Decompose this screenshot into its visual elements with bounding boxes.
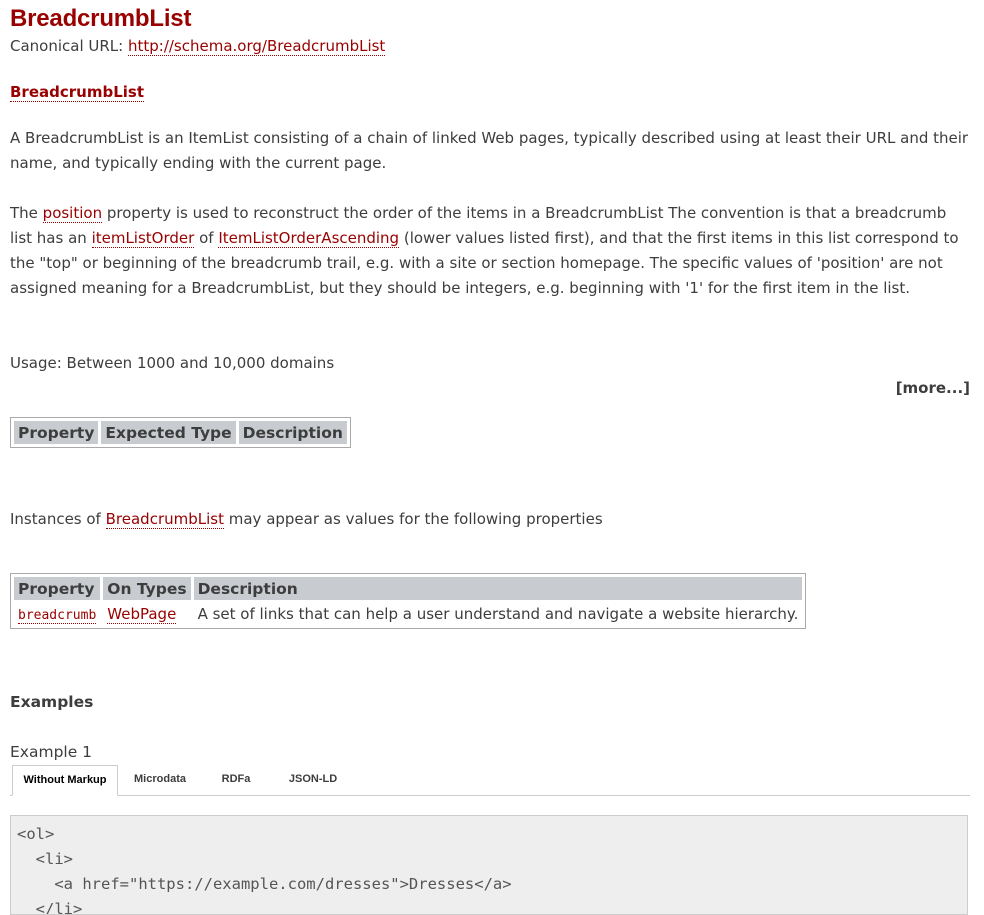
description-paragraph-1: A BreadcrumbList is an ItemList consisting of a chain of linked Web pages, typically described using at least their URL and their name, and typically ending with the current page. <box>10 129 969 172</box>
type-hierarchy <box>10 82 144 102</box>
header-on-types: On Types <box>103 577 190 600</box>
row-property-cell <box>14 603 100 625</box>
tab-without-markup[interactable]: Without Markup <box>12 765 118 796</box>
code-line: <ol> <box>17 825 55 843</box>
example-label: Example 1 <box>10 743 93 761</box>
instances-text-b: may appear as values for the following properties <box>223 510 603 528</box>
canonical-url-line <box>10 36 385 56</box>
header-description: Description <box>194 577 803 600</box>
row-on-types-cell <box>103 603 190 625</box>
properties-table-header-row <box>14 421 347 444</box>
description-paragraph-2 <box>10 201 970 301</box>
position-link[interactable]: position <box>42 204 103 222</box>
code-line: <li> <box>17 850 73 868</box>
code-line: <a href="https://example.com/dresses">Dresses</a> <box>17 875 512 893</box>
tab-json-ld[interactable]: JSON-LD <box>288 773 338 785</box>
tab-microdata[interactable]: Microdata <box>134 773 186 785</box>
page-title: BreadcrumbList <box>10 5 192 32</box>
instances-table-header-row <box>14 577 802 600</box>
canonical-label: Canonical URL: <box>10 37 128 55</box>
item-list-order-link[interactable]: itemListOrder <box>91 229 195 247</box>
p2-text-c: of <box>194 229 219 247</box>
item-list-order-ascending-link[interactable]: ItemListOrderAscending <box>218 229 400 247</box>
p2-text-b: property is used to reconstruct the order of the items in a BreadcrumbList The convention is that a breadcrumb list has an <box>10 204 947 247</box>
row-description-cell: A set of links that can help a user understand and navigate a website hierarchy. <box>197 605 799 623</box>
instances-text-a: Instances of <box>10 510 106 528</box>
type-breadcrumb-link[interactable]: BreadcrumbList <box>10 83 144 101</box>
example-code-block[interactable] <box>10 815 968 915</box>
table-row <box>14 603 802 625</box>
examples-heading: Examples <box>10 693 94 711</box>
p2-text-d: (lower values listed first), and that the first items in this list correspond to the "top" or beginning of the breadcrumb trail, e.g. with a site or section homepage. The specific values of 'position' are not assigned meaning for a BreadcrumbList, but they should be integers, e.g. beginning with '1' for the first item in the list. <box>10 229 959 297</box>
instances-breadcrumblist-link[interactable]: BreadcrumbList <box>105 510 224 528</box>
code-line: </li> <box>17 900 83 915</box>
usage-text: Usage: Between 1000 and 10,000 domains <box>10 354 335 372</box>
webpage-type-link[interactable]: WebPage <box>107 605 177 623</box>
instances-text <box>10 507 970 532</box>
more-link[interactable]: [more...] <box>895 379 970 397</box>
tab-rdfa[interactable]: RDFa <box>221 773 251 785</box>
instances-table <box>10 573 806 629</box>
header-property: Property <box>14 421 98 444</box>
p2-text-a: The <box>10 204 43 222</box>
header-property: Property <box>14 577 100 600</box>
header-description: Description <box>239 421 347 444</box>
properties-table <box>10 417 351 448</box>
canonical-url-link[interactable]: http://schema.org/BreadcrumbList <box>127 37 386 55</box>
breadcrumb-property-link[interactable]: breadcrumb <box>18 608 97 623</box>
header-expected-type: Expected Type <box>101 421 235 444</box>
example-tabs <box>10 765 970 796</box>
